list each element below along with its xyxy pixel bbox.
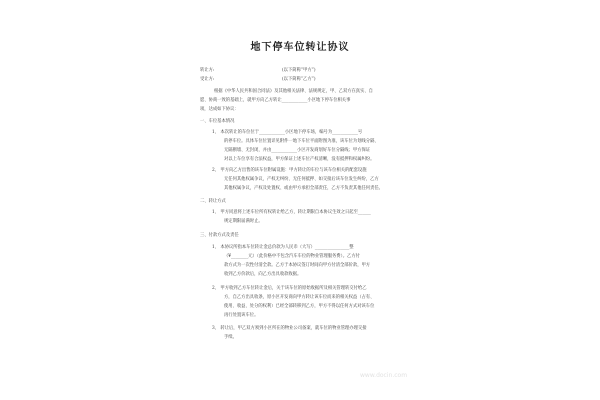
body-line: 对以上车位享有合法权益，甲方保证上述车位产权清晰，没有抵押和权属纠纷。: [224, 157, 375, 162]
watermark: www.docin.com: [360, 372, 408, 379]
body-line: 1、 本次转让的车位位于____________小区地下停车场，编号为____________号: [212, 130, 363, 135]
section-heading: 一、车位基本情况: [200, 119, 235, 124]
body-line: 使用、收益、处分的权利）已经全部转移到乙方，甲方不得以任何方式对该车位: [224, 304, 375, 309]
section-heading: 三、付款方式及责任: [200, 233, 239, 238]
intro-line: 根据《中华人民共和国合同法》及其他相关法律、法规规定，甲、乙双方在真实、自: [214, 89, 373, 94]
intro-line: 项，达成如下协议：: [200, 107, 239, 112]
body-line: 的停车位。具体车位位置详见附件一地下车位平面附图为准，该车位为划线分隔、: [224, 139, 379, 144]
transferor-line: [200, 68, 316, 74]
transferor-label: 转让方:: [200, 68, 215, 73]
body-line: 其他权属争议，产权及处置权、或由甲方承担全部责任，乙方不负责其他任何责任。: [224, 186, 383, 191]
body-line: 手续。: [224, 335, 237, 340]
body-line: 规定期限届满时止。: [224, 219, 263, 224]
body-line: 再行处置该车位。: [224, 313, 259, 318]
transferee-line: [200, 77, 316, 83]
body-line: 无隔断墙、无封闭，并由____________小区开发商划好车位分隔线；甲方保证: [224, 148, 371, 153]
transferee-label: 受让方:: [200, 77, 215, 82]
body-line: 1、 本协议所指本车位转让金总价款为人民币（大写）________________整: [212, 245, 354, 250]
body-line: 方，自乙方出具收条，原小区开发商向甲方转让该车位而来的相关权益（占有、: [224, 295, 375, 300]
document-title: 地下停车位转让协议: [250, 42, 350, 53]
body-line: （¥________元）（此价格中不包含汽车车位的物业管理服务费）。乙方付: [224, 254, 360, 259]
body-line: 2、 甲方收到乙方车位转让金后，关于该车位的原始收据所及相关管理转交付给乙: [212, 286, 367, 291]
intro-line: 愿、协商一致的基础上，就甲方向乙方转让____________小区地下停车位相关事: [200, 98, 351, 103]
transferee-alias: (以下简称“乙方”): [282, 77, 316, 82]
body-line: 无任何其他权属争议，产权无纠纷、无任何抵押、如交接后该车位发生纠纷，乙方: [224, 177, 379, 182]
section-heading: 二、转让方式: [200, 199, 226, 204]
body-line: 2、 甲方向乙方出售的该车位附属设施：甲方转让的车位与该车位相关的配套设施: [212, 168, 367, 173]
body-line: 款方式为一次性付清全款。乙方于本协议签订时间向甲方付清全部价款，甲方: [224, 263, 371, 268]
transferor-alias: (以下简称“甲方”): [282, 68, 316, 73]
body-line: 收到乙方价款后，向乙方出具收款收据。: [224, 272, 302, 277]
body-line: 1、 甲方同意将上述车位所有权转让给乙方，转让期限自本协议生效之日起至______: [212, 210, 371, 215]
body-line: 3、 转让后，甲乙双方须到小区所在的物业公司备案，就车位的物业管理办理交接: [212, 326, 367, 331]
